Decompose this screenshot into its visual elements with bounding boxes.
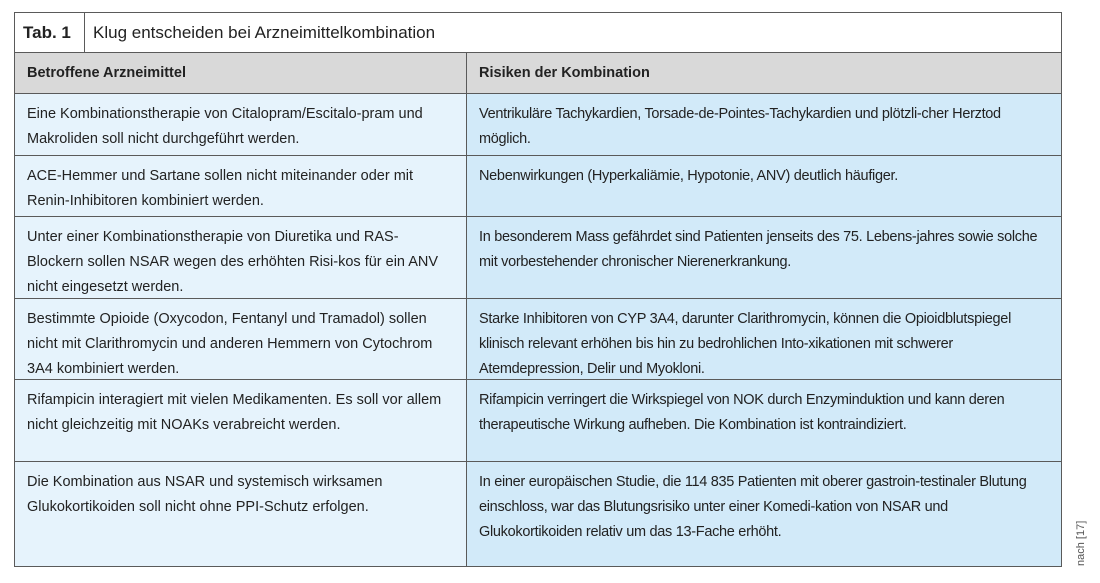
table-row xyxy=(15,217,1061,299)
table-row xyxy=(15,462,1061,566)
risks-cell: Nebenwirkungen (Hyperkaliämie, Hypotonie, ANV) deutlich häufiger. xyxy=(467,156,1061,216)
table-row xyxy=(15,299,1061,380)
drugs-cell: ACE-Hemmer und Sartane sollen nicht miteinander oder mit Renin-Inhibitoren kombiniert werden. xyxy=(15,156,467,216)
risks-cell: Ventrikuläre Tachykardien, Torsade-de-Pointes-Tachykardien und plötzli-cher Herztod möglich. xyxy=(467,94,1061,155)
drugs-cell: Eine Kombinationstherapie von Citalopram/Escitalo-pram und Makroliden soll nicht durchgeführt werden. xyxy=(15,94,467,155)
drug-combination-table xyxy=(14,12,1062,567)
table-header-row xyxy=(15,53,1061,94)
drugs-cell: Bestimmte Opioide (Oxycodon, Fentanyl und Tramadol) sollen nicht mit Clarithromycin und anderen Hemmern von Cytochrom 3A4 kombiniert werden. xyxy=(15,299,467,379)
table-title-row xyxy=(15,13,1061,53)
drugs-cell: Unter einer Kombinationstherapie von Diuretika und RAS-Blockern sollen NSAR wegen des erhöhten Risi-kos für ein ANV nicht eingesetzt werden. xyxy=(15,217,467,298)
risks-cell: Starke Inhibitoren von CYP 3A4, darunter Clarithromycin, können die Opioidblutspiegel klinisch relevant erhöhen bis hin zu bedrohlichen Into-xikationen mit schwerer Atemdepression, Delir und Myokloni. xyxy=(467,299,1061,379)
table-title: Klug entscheiden bei Arzneimittelkombination xyxy=(93,23,436,42)
table-row xyxy=(15,380,1061,462)
risks-cell: Rifampicin verringert die Wirkspiegel von NOK durch Enzyminduktion und kann deren therapeutische Wirkung aufheben. Die Kombination ist kontraindiziert. xyxy=(467,380,1061,461)
drugs-cell: Rifampicin interagiert mit vielen Medikamenten. Es soll vor allem nicht gleichzeitig mit NOAKs verabreicht werden. xyxy=(15,380,467,461)
table-row xyxy=(15,94,1061,156)
header-risks: Risiken der Kombination xyxy=(467,53,1061,93)
table-row xyxy=(15,156,1061,217)
drugs-cell: Die Kombination aus NSAR und systemisch wirksamen Glukokortikoiden soll nicht ohne PPI-Schutz erfolgen. xyxy=(15,462,467,566)
risks-cell: In einer europäischen Studie, die 114 835 Patienten mit oberer gastroin-testinaler Blutung einschloss, war das Blutungsrisiko unter einer Komedi-kation von NSAR und Glukokortikoiden relativ um das 13-Fache erhöht. xyxy=(467,462,1061,566)
header-affected-drugs: Betroffene Arzneimittel xyxy=(15,53,467,93)
table-number: Tab. 1 xyxy=(15,13,85,52)
risks-cell: In besonderem Mass gefährdet sind Patienten jenseits des 75. Lebens-jahres sowie solche mit vorbestehender chronischer Nierenerkrankung. xyxy=(467,217,1061,298)
source-note: nach [17] xyxy=(1075,520,1087,566)
